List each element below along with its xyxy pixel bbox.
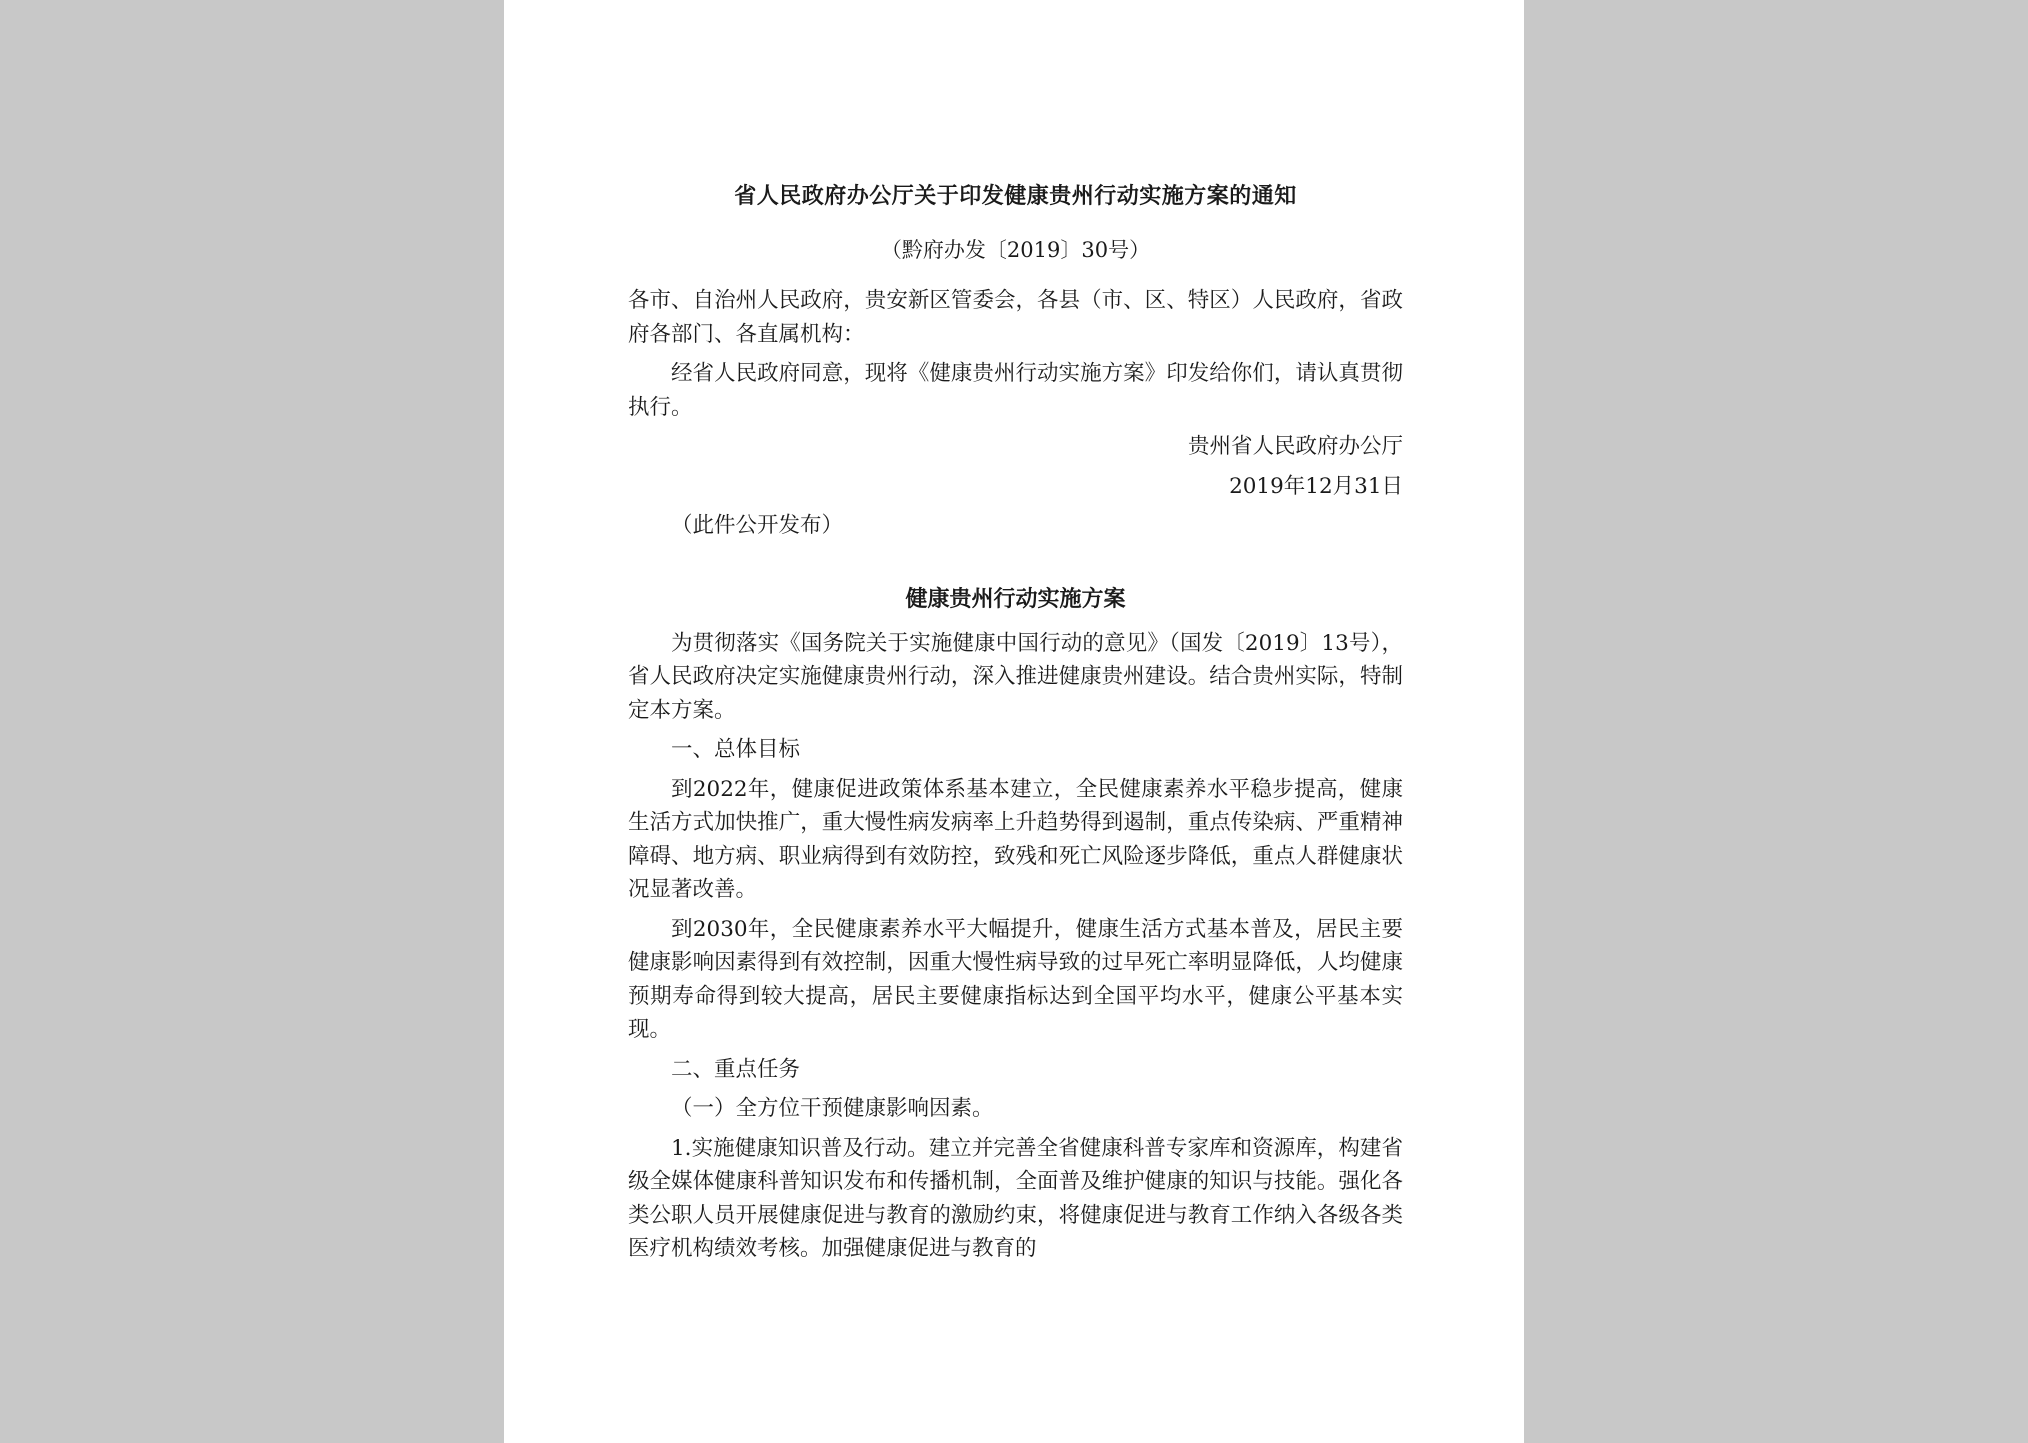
- addressee-paragraph: 各市、自治州人民政府，贵安新区管委会，各县（市、区、特区）人民政府，省政府各部门、各直属机构：: [628, 288, 1403, 347]
- publish-note: （此件公开发布）: [671, 513, 844, 538]
- document-page: [504, 0, 1524, 1443]
- document-number: （黔府办发〔2019〕30号）: [880, 238, 1151, 262]
- task-item-1-paragraph: 1.实施健康知识普及行动。建立并完善全省健康科普专家库和资源库，构建省级全媒体健康科普知识发布和传播机制，全面普及维护健康的知识与技能。强化各类公职人员开展健康促进与教育的激励约束，将健康促进与教育工作纳入各级各类医疗机构绩效考核。加强健康促进与教育的: [628, 1135, 1403, 1261]
- section-heading-key-tasks: 二、重点任务: [671, 1056, 801, 1082]
- goal-2030-paragraph: 到2030年，全民健康素养水平大幅提升，健康生活方式基本普及，居民主要健康影响因素得到有效控制，因重大慢性病导致的过早死亡率明显降低，人均健康预期寿命得到较大提高，居民主要健康指标达到全国平均水平，健康公平基本实现。: [628, 916, 1403, 1042]
- issuer-signature: 贵州省人民政府办公厅: [1187, 434, 1403, 459]
- notice-body-paragraph: 经省人民政府同意，现将《健康贵州行动实施方案》印发给你们，请认真贯彻执行。: [628, 361, 1403, 420]
- section-heading-overall-goals: 一、总体目标: [671, 737, 801, 762]
- goal-2022-paragraph: 到2022年，健康促进政策体系基本建立，全民健康素养水平稳步提高，健康生活方式加快推广，重大慢性病发病率上升趋势得到遏制，重点传染病、严重精神障碍、地方病、职业病得到有效防控，致残和死亡风险逐步降低，重点人群健康状况显著改善。: [628, 776, 1403, 902]
- issue-date: 2019年12月31日: [1229, 473, 1403, 499]
- subsection-heading-health-factors: （一）全方位干预健康影响因素。: [671, 1096, 994, 1121]
- plan-intro-paragraph: 为贯彻落实《国务院关于实施健康中国行动的意见》（国发〔2019〕13号），省人民政府决定实施健康贵州行动，深入推进健康贵州建设。结合贵州实际，特制定本方案。: [628, 630, 1403, 723]
- document-content: [628, 180, 1403, 1272]
- plan-title: 健康贵州行动实施方案: [905, 585, 1126, 612]
- notice-title: 省人民政府办公厅关于印发健康贵州行动实施方案的通知: [734, 183, 1297, 209]
